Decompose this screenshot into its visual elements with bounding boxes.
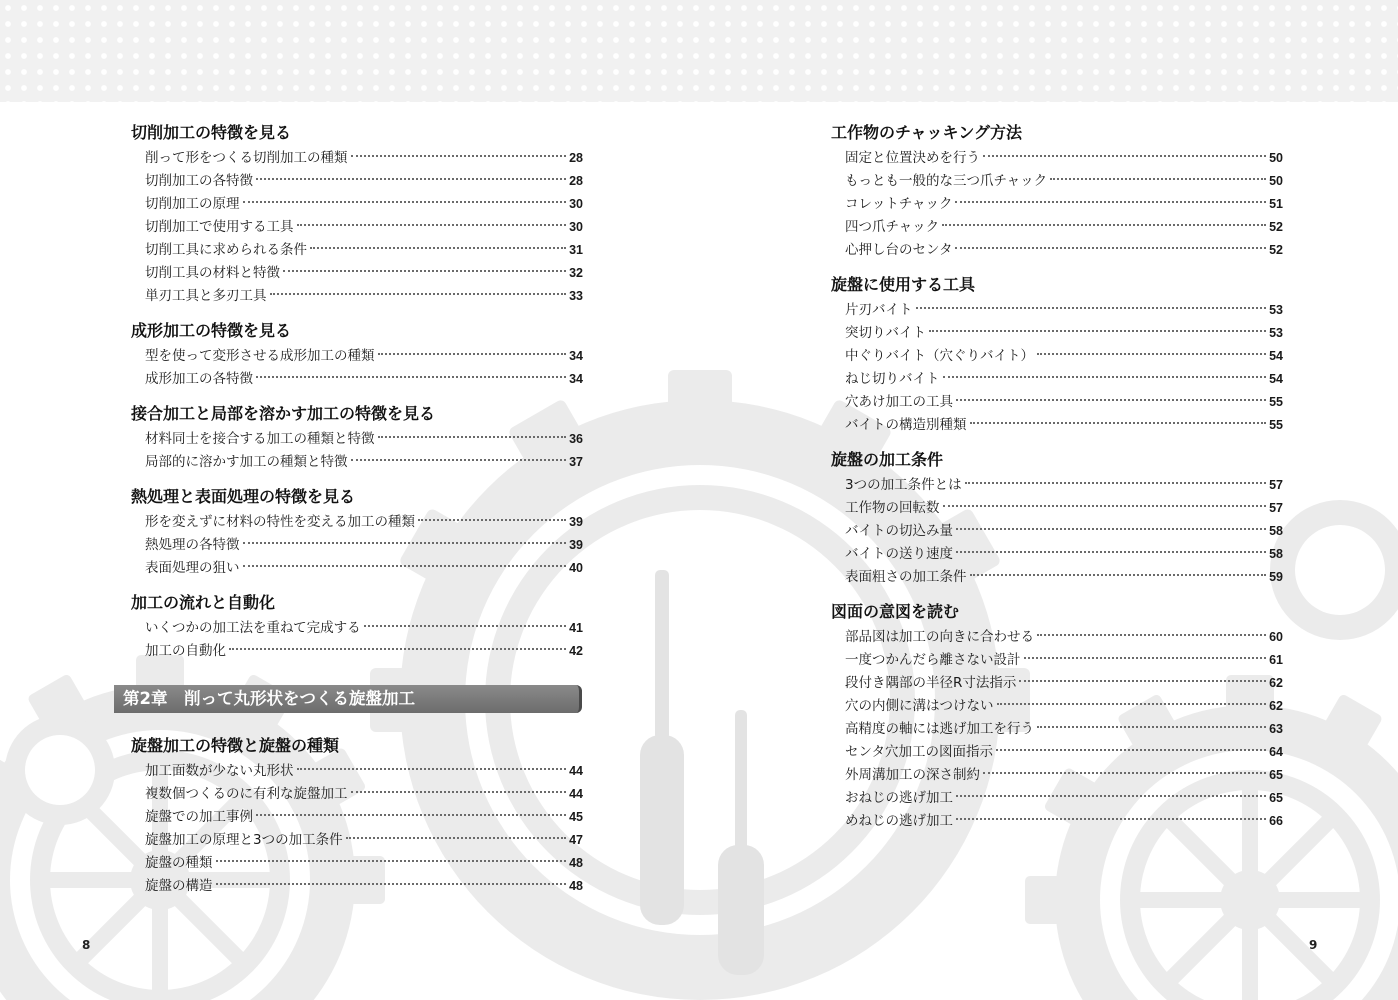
toc-entry[interactable] — [831, 414, 1283, 437]
toc-entry-label: バイトの送り速度 — [845, 546, 953, 562]
toc-entry[interactable] — [831, 322, 1283, 345]
dot-leader — [1050, 178, 1266, 180]
page-number-left: 8 — [82, 938, 91, 952]
toc-entry[interactable] — [131, 875, 583, 898]
toc-entry[interactable] — [131, 829, 583, 852]
toc-entry-label: 切削加工の各特徴 — [145, 173, 253, 189]
toc-entry-page: 62 — [1269, 676, 1283, 690]
dot-leader — [364, 625, 566, 627]
toc-entry[interactable] — [131, 262, 583, 285]
toc-entry[interactable] — [831, 368, 1283, 391]
toc-entry-label: 一度つかんだら離さない設計 — [845, 652, 1021, 668]
right-page-toc — [831, 118, 1283, 841]
toc-entry-label: 四つ爪チャック — [845, 219, 940, 235]
toc-entry-page: 30 — [569, 197, 583, 211]
dot-leader — [243, 565, 567, 567]
toc-entry-label: 表面処理の狙い — [145, 560, 240, 576]
toc-entry-label: センタ穴加工の図面指示 — [845, 744, 993, 760]
toc-entry-page: 31 — [569, 243, 583, 257]
toc-entry[interactable] — [131, 285, 583, 308]
page-number-right: 9 — [1309, 938, 1318, 952]
toc-entry-label: 固定と位置決めを行う — [845, 150, 980, 166]
toc-entry[interactable] — [131, 216, 583, 239]
toc-section — [131, 731, 583, 898]
toc-entry-page: 66 — [1269, 814, 1283, 828]
toc-entry-label: めねじの逃げ加工 — [845, 813, 953, 829]
dot-leader — [351, 155, 567, 157]
section-title: 切削加工の特徴を見る — [131, 123, 292, 142]
toc-entry[interactable] — [831, 741, 1283, 764]
toc-entry[interactable] — [831, 474, 1283, 497]
toc-entry[interactable] — [131, 193, 583, 216]
dot-leader — [942, 224, 1266, 226]
toc-entry-label: 表面粗さの加工条件 — [845, 569, 967, 585]
toc-section — [831, 445, 1283, 589]
toc-entry-page: 45 — [569, 810, 583, 824]
dot-leader — [270, 293, 567, 295]
toc-entry[interactable] — [131, 511, 583, 534]
dot-leader — [1037, 634, 1266, 636]
small-left-gear-icon — [5, 715, 115, 825]
toc-entry-label: 切削工具に求められる条件 — [145, 242, 307, 258]
toc-entry-page: 53 — [1269, 326, 1283, 340]
section-title: 熱処理と表面処理の特徴を見る — [131, 487, 356, 506]
dot-leader — [943, 376, 1267, 378]
section-title: 工作物のチャッキング方法 — [831, 123, 1023, 142]
toc-entry[interactable] — [131, 239, 583, 262]
toc-entry-page: 28 — [569, 174, 583, 188]
toc-entry-page: 48 — [569, 856, 583, 870]
toc-entry-label: いくつかの加工法を重ねて完成する — [145, 620, 361, 636]
dot-leader — [216, 883, 567, 885]
toc-entry[interactable] — [131, 451, 583, 474]
toc-entry-label: 局部的に溶かす加工の種類と特徴 — [145, 454, 348, 470]
toc-entry[interactable] — [131, 428, 583, 451]
toc-entry-label: バイトの切込み量 — [845, 523, 953, 539]
toc-entry-label: 加工面数が少ない丸形状 — [145, 763, 294, 779]
toc-entry-page: 50 — [1269, 151, 1283, 165]
dot-leader — [997, 703, 1267, 705]
toc-entry[interactable] — [131, 170, 583, 193]
toc-entry[interactable] — [831, 520, 1283, 543]
toc-entry-label: 削って形をつくる切削加工の種類 — [145, 150, 348, 166]
toc-entry[interactable] — [831, 345, 1283, 368]
section-title: 図面の意図を読む — [831, 602, 960, 621]
toc-entry-label: 単刃工具と多刃工具 — [145, 288, 267, 304]
toc-entry[interactable] — [831, 170, 1283, 193]
toc-entry-label: 切削加工で使用する工具 — [145, 219, 294, 235]
toc-entry-page: 54 — [1269, 372, 1283, 386]
toc-entry-label: もっとも一般的な三つ爪チャック — [845, 173, 1048, 189]
toc-entry[interactable] — [131, 852, 583, 875]
toc-entry-page: 61 — [1269, 653, 1283, 667]
dot-leader — [297, 768, 567, 770]
dot-leader — [243, 542, 567, 544]
toc-entry-label: コレットチャック — [845, 196, 953, 212]
toc-entry-page: 58 — [1269, 524, 1283, 538]
toc-entry-label: 外周溝加工の深さ制約 — [845, 767, 980, 783]
toc-entry-page: 28 — [569, 151, 583, 165]
toc-entry-page: 65 — [1269, 791, 1283, 805]
toc-entry-page: 50 — [1269, 174, 1283, 188]
toc-entry-label: 旋盤の構造 — [145, 878, 213, 894]
toc-entry-page: 65 — [1269, 768, 1283, 782]
toc-entry-page: 36 — [569, 432, 583, 446]
toc-section — [131, 118, 583, 308]
toc-entry-page: 48 — [569, 879, 583, 893]
toc-section — [131, 588, 583, 663]
toc-entry[interactable] — [831, 216, 1283, 239]
dot-leader — [955, 201, 1266, 203]
toc-entry-label: 片刃バイト — [845, 302, 913, 318]
toc-entry-page: 57 — [1269, 478, 1283, 492]
toc-entry[interactable] — [831, 626, 1283, 649]
left-page-toc — [123, 118, 583, 906]
dot-leader — [970, 574, 1267, 576]
toc-entry[interactable] — [131, 345, 583, 368]
toc-entry-label: 切削加工の原理 — [145, 196, 240, 212]
toc-entry-page: 34 — [569, 372, 583, 386]
toc-entry-page: 42 — [569, 644, 583, 658]
section-title: 旋盤加工の特徴と旋盤の種類 — [131, 736, 340, 755]
toc-entry[interactable] — [831, 497, 1283, 520]
toc-entry-page: 53 — [1269, 303, 1283, 317]
section-title: 旋盤に使用する工具 — [831, 275, 976, 294]
dot-leader — [956, 818, 1266, 820]
toc-entry-page: 34 — [569, 349, 583, 363]
dot-leader — [955, 247, 1266, 249]
dot-leader — [983, 772, 1266, 774]
toc-section — [831, 597, 1283, 833]
dot-leader — [956, 528, 1266, 530]
chapter-heading-bar[interactable]: 第2章 削って丸形状をつくる旋盤加工 — [114, 685, 582, 713]
dot-leader — [956, 551, 1266, 553]
section-title: 加工の流れと自動化 — [131, 593, 276, 612]
toc-section — [831, 118, 1283, 262]
toc-entry-page: 33 — [569, 289, 583, 303]
toc-entry-label: 複数個つくるのに有利な旋盤加工 — [145, 786, 348, 802]
toc-entry-label: 旋盤の種類 — [145, 855, 213, 871]
section-title: 接合加工と局部を溶かす加工の特徴を見る — [131, 404, 436, 423]
dot-leader — [929, 330, 1266, 332]
dot-leader — [216, 860, 567, 862]
toc-section — [131, 316, 583, 391]
toc-section — [831, 270, 1283, 437]
toc-entry-label: おねじの逃げ加工 — [845, 790, 953, 806]
toc-entry[interactable] — [131, 783, 583, 806]
toc-entry[interactable] — [831, 566, 1283, 589]
dot-leader — [256, 376, 566, 378]
dot-leader — [351, 791, 567, 793]
toc-entry-label: 中ぐりバイト（穴ぐりバイト） — [845, 348, 1034, 364]
toc-entry-page: 37 — [569, 455, 583, 469]
toc-entry-page: 39 — [569, 538, 583, 552]
section-title: 成形加工の特徴を見る — [131, 321, 292, 340]
toc-entry[interactable] — [831, 718, 1283, 741]
toc-entry[interactable] — [131, 147, 583, 170]
toc-entry-page: 30 — [569, 220, 583, 234]
toc-entry[interactable] — [831, 193, 1283, 216]
toc-entry[interactable] — [131, 806, 583, 829]
toc-entry-label: 成形加工の各特徴 — [145, 371, 253, 387]
toc-entry-label: 加工の自動化 — [145, 643, 226, 659]
toc-entry-page: 52 — [1269, 243, 1283, 257]
toc-entry-label: 高精度の軸には逃げ加工を行う — [845, 721, 1034, 737]
toc-entry-label: 材料同士を接合する加工の種類と特徴 — [145, 431, 375, 447]
dot-leader — [283, 270, 566, 272]
toc-entry-page: 59 — [1269, 570, 1283, 584]
dot-leader — [943, 505, 1267, 507]
toc-entry-label: 形を変えずに材料の特性を変える加工の種類 — [145, 514, 415, 530]
toc-entry-label: 旋盤加工の原理と3つの加工条件 — [145, 832, 343, 848]
toc-entry-page: 44 — [569, 787, 583, 801]
toc-entry-page: 55 — [1269, 395, 1283, 409]
toc-entry[interactable] — [831, 764, 1283, 787]
toc-entry-label: バイトの構造別種類 — [845, 417, 967, 433]
toc-entry[interactable] — [831, 239, 1283, 262]
toc-entry[interactable] — [131, 368, 583, 391]
toc-entry-page: 32 — [569, 266, 583, 280]
dot-leader — [1037, 726, 1266, 728]
dot-leader — [965, 482, 1266, 484]
toc-entry-page: 55 — [1269, 418, 1283, 432]
toc-entry-page: 41 — [569, 621, 583, 635]
toc-entry-page: 52 — [1269, 220, 1283, 234]
toc-section — [131, 399, 583, 474]
toc-entry[interactable] — [831, 672, 1283, 695]
toc-entry-page: 44 — [569, 764, 583, 778]
toc-entry-page: 60 — [1269, 630, 1283, 644]
dot-leader — [229, 648, 566, 650]
toc-entry-page: 63 — [1269, 722, 1283, 736]
dot-leader — [243, 201, 567, 203]
toc-entry-page: 58 — [1269, 547, 1283, 561]
toc-entry-label: 心押し台のセンタ — [845, 242, 953, 258]
dot-leader — [1019, 680, 1266, 682]
toc-entry-label: 3つの加工条件とは — [845, 477, 962, 493]
toc-entry-label: 旋盤での加工事例 — [145, 809, 253, 825]
toc-entry[interactable] — [831, 299, 1283, 322]
toc-entry[interactable] — [831, 147, 1283, 170]
toc-entry-label: 穴あけ加工の工具 — [845, 394, 953, 410]
toc-section — [131, 482, 583, 580]
toc-entry-label: 切削工具の材料と特徴 — [145, 265, 280, 281]
toc-entry[interactable] — [131, 557, 583, 580]
toc-entry-label: 段付き隅部の半径R寸法指示 — [845, 675, 1017, 691]
toc-entry[interactable] — [131, 534, 583, 557]
dot-leader — [256, 178, 566, 180]
section-title: 旋盤の加工条件 — [831, 450, 944, 469]
toc-entry-page: 64 — [1269, 745, 1283, 759]
dot-leader — [983, 155, 1266, 157]
dot-leader — [956, 795, 1266, 797]
toc-entry[interactable] — [831, 787, 1283, 810]
dot-leader — [418, 519, 566, 521]
dot-leader — [297, 224, 567, 226]
dot-leader — [256, 814, 566, 816]
toc-entry[interactable] — [831, 543, 1283, 566]
toc-entry-page: 62 — [1269, 699, 1283, 713]
dot-leader — [346, 837, 566, 839]
toc-entry[interactable] — [131, 760, 583, 783]
toc-entry-label: 部品図は加工の向きに合わせる — [845, 629, 1034, 645]
toc-entry[interactable] — [131, 640, 583, 663]
dot-leader — [970, 422, 1267, 424]
dot-leader — [378, 436, 567, 438]
dot-leader — [310, 247, 566, 249]
dot-leader — [1024, 657, 1267, 659]
toc-entry-page: 54 — [1269, 349, 1283, 363]
toc-entry-label: 型を使って変形させる成形加工の種類 — [145, 348, 375, 364]
toc-entry[interactable] — [831, 810, 1283, 833]
toc-entry-label: 突切りバイト — [845, 325, 926, 341]
toc-entry-page: 47 — [569, 833, 583, 847]
toc-entry-label: ねじ切りバイト — [845, 371, 940, 387]
toc-entry[interactable] — [831, 695, 1283, 718]
toc-entry-page: 40 — [569, 561, 583, 575]
dot-leader — [916, 307, 1267, 309]
toc-entry[interactable] — [131, 617, 583, 640]
toc-entry-label: 穴の内側に溝はつけない — [845, 698, 994, 714]
dot-leader — [956, 399, 1266, 401]
toc-entry-page: 57 — [1269, 501, 1283, 515]
toc-entry-label: 熱処理の各特徴 — [145, 537, 240, 553]
dot-leader — [378, 353, 567, 355]
toc-entry-page: 39 — [569, 515, 583, 529]
toc-entry-page: 51 — [1269, 197, 1283, 211]
dot-leader — [351, 459, 567, 461]
small-right-gear-icon — [1270, 500, 1398, 640]
dot-leader — [1037, 353, 1266, 355]
toc-entry[interactable] — [831, 649, 1283, 672]
toc-entry[interactable] — [831, 391, 1283, 414]
toc-entry-label: 工作物の回転数 — [845, 500, 940, 516]
dot-leader — [996, 749, 1266, 751]
